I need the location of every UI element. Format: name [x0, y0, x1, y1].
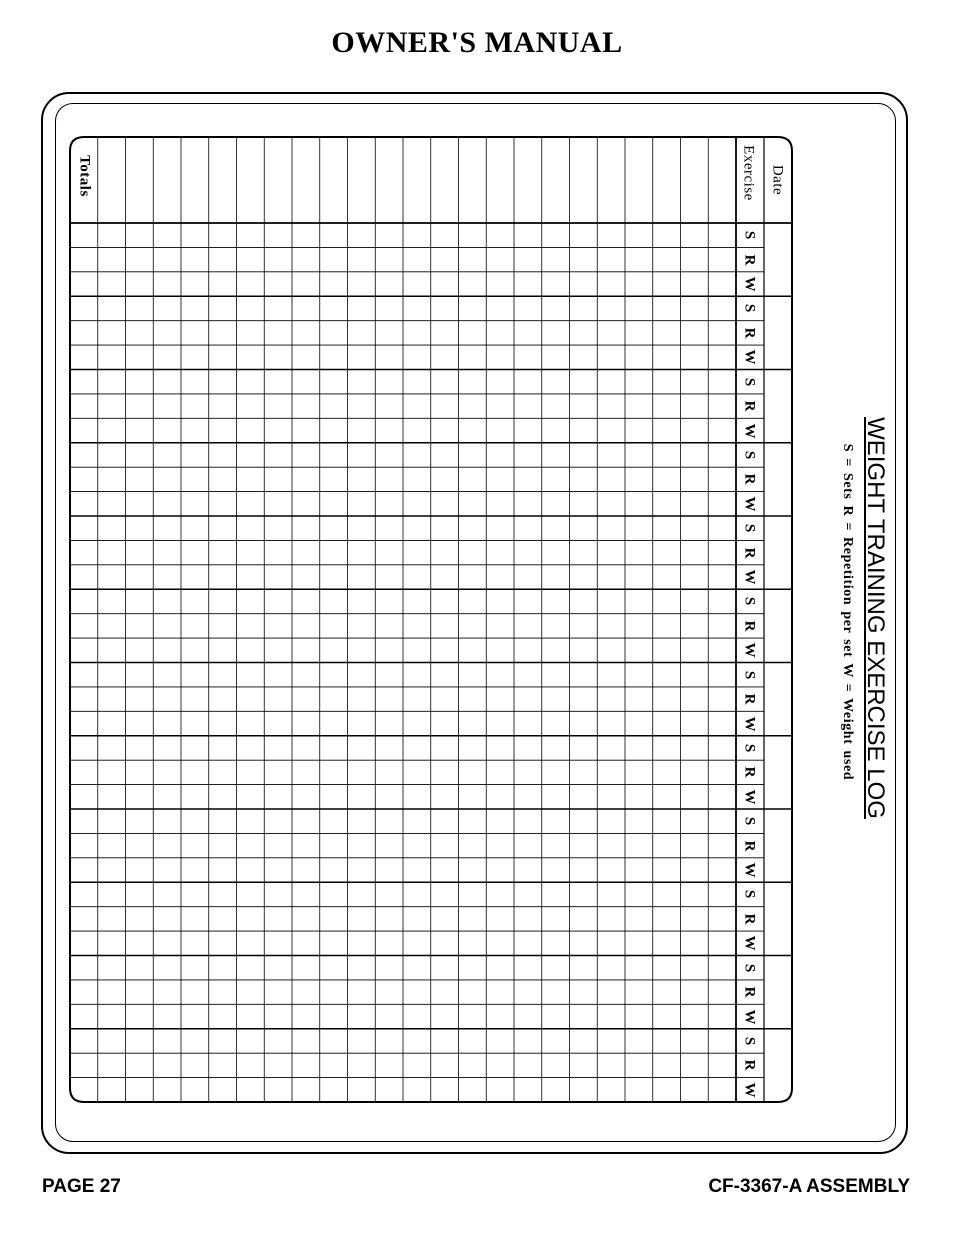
- totals-row-label: Totals: [76, 155, 93, 197]
- row-code-label: S: [741, 670, 758, 679]
- row-code-label: S: [741, 377, 758, 386]
- row-code-label: S: [741, 231, 758, 240]
- row-code-label: W: [741, 642, 758, 658]
- row-code-label: W: [741, 935, 758, 951]
- exercise-column-label: Exercise: [740, 145, 757, 201]
- row-code-label: W: [741, 789, 758, 805]
- row-code-label: S: [741, 597, 758, 606]
- row-code-label: S: [741, 450, 758, 460]
- log-title: WEIGHT TRAINING EXERCISE LOG: [862, 417, 889, 819]
- row-code-label: R: [741, 986, 758, 998]
- row-code-label: R: [741, 840, 758, 852]
- row-code-label: R: [741, 400, 758, 412]
- row-code-label: R: [741, 766, 758, 778]
- row-code-label: W: [741, 862, 758, 878]
- date-column-label: Date: [769, 164, 786, 196]
- row-code-label: R: [741, 473, 758, 485]
- row-code-label: S: [741, 304, 758, 313]
- row-code-label: S: [741, 817, 758, 826]
- row-code-label: W: [741, 349, 758, 365]
- row-code-label: R: [741, 913, 758, 925]
- row-code-label: S: [741, 963, 758, 972]
- row-code-label: W: [741, 1009, 758, 1025]
- page-title: OWNER'S MANUAL: [331, 26, 623, 59]
- row-code-label: R: [741, 620, 758, 632]
- row-code-label: R: [741, 693, 758, 705]
- row-code-label: R: [741, 547, 758, 559]
- row-code-label: W: [741, 716, 758, 732]
- row-code-label: S: [741, 524, 758, 533]
- row-code-label: S: [741, 890, 758, 899]
- row-code-label: S: [741, 1036, 758, 1046]
- page-number: PAGE 27: [42, 1176, 121, 1197]
- row-code-label: R: [741, 254, 758, 266]
- row-code-label: S: [741, 743, 758, 753]
- log-legend: S = Sets R = Repetition per set W = Weight used: [840, 443, 855, 781]
- row-code-label: W: [741, 423, 758, 439]
- row-code-label: W: [741, 1082, 758, 1098]
- model-assembly: CF-3367-A ASSEMBLY: [708, 1176, 910, 1197]
- row-code-label: W: [741, 569, 758, 585]
- row-code-label: W: [741, 276, 758, 292]
- row-code-label: W: [741, 496, 758, 512]
- row-code-label: R: [741, 327, 758, 339]
- row-code-label: R: [741, 1059, 758, 1071]
